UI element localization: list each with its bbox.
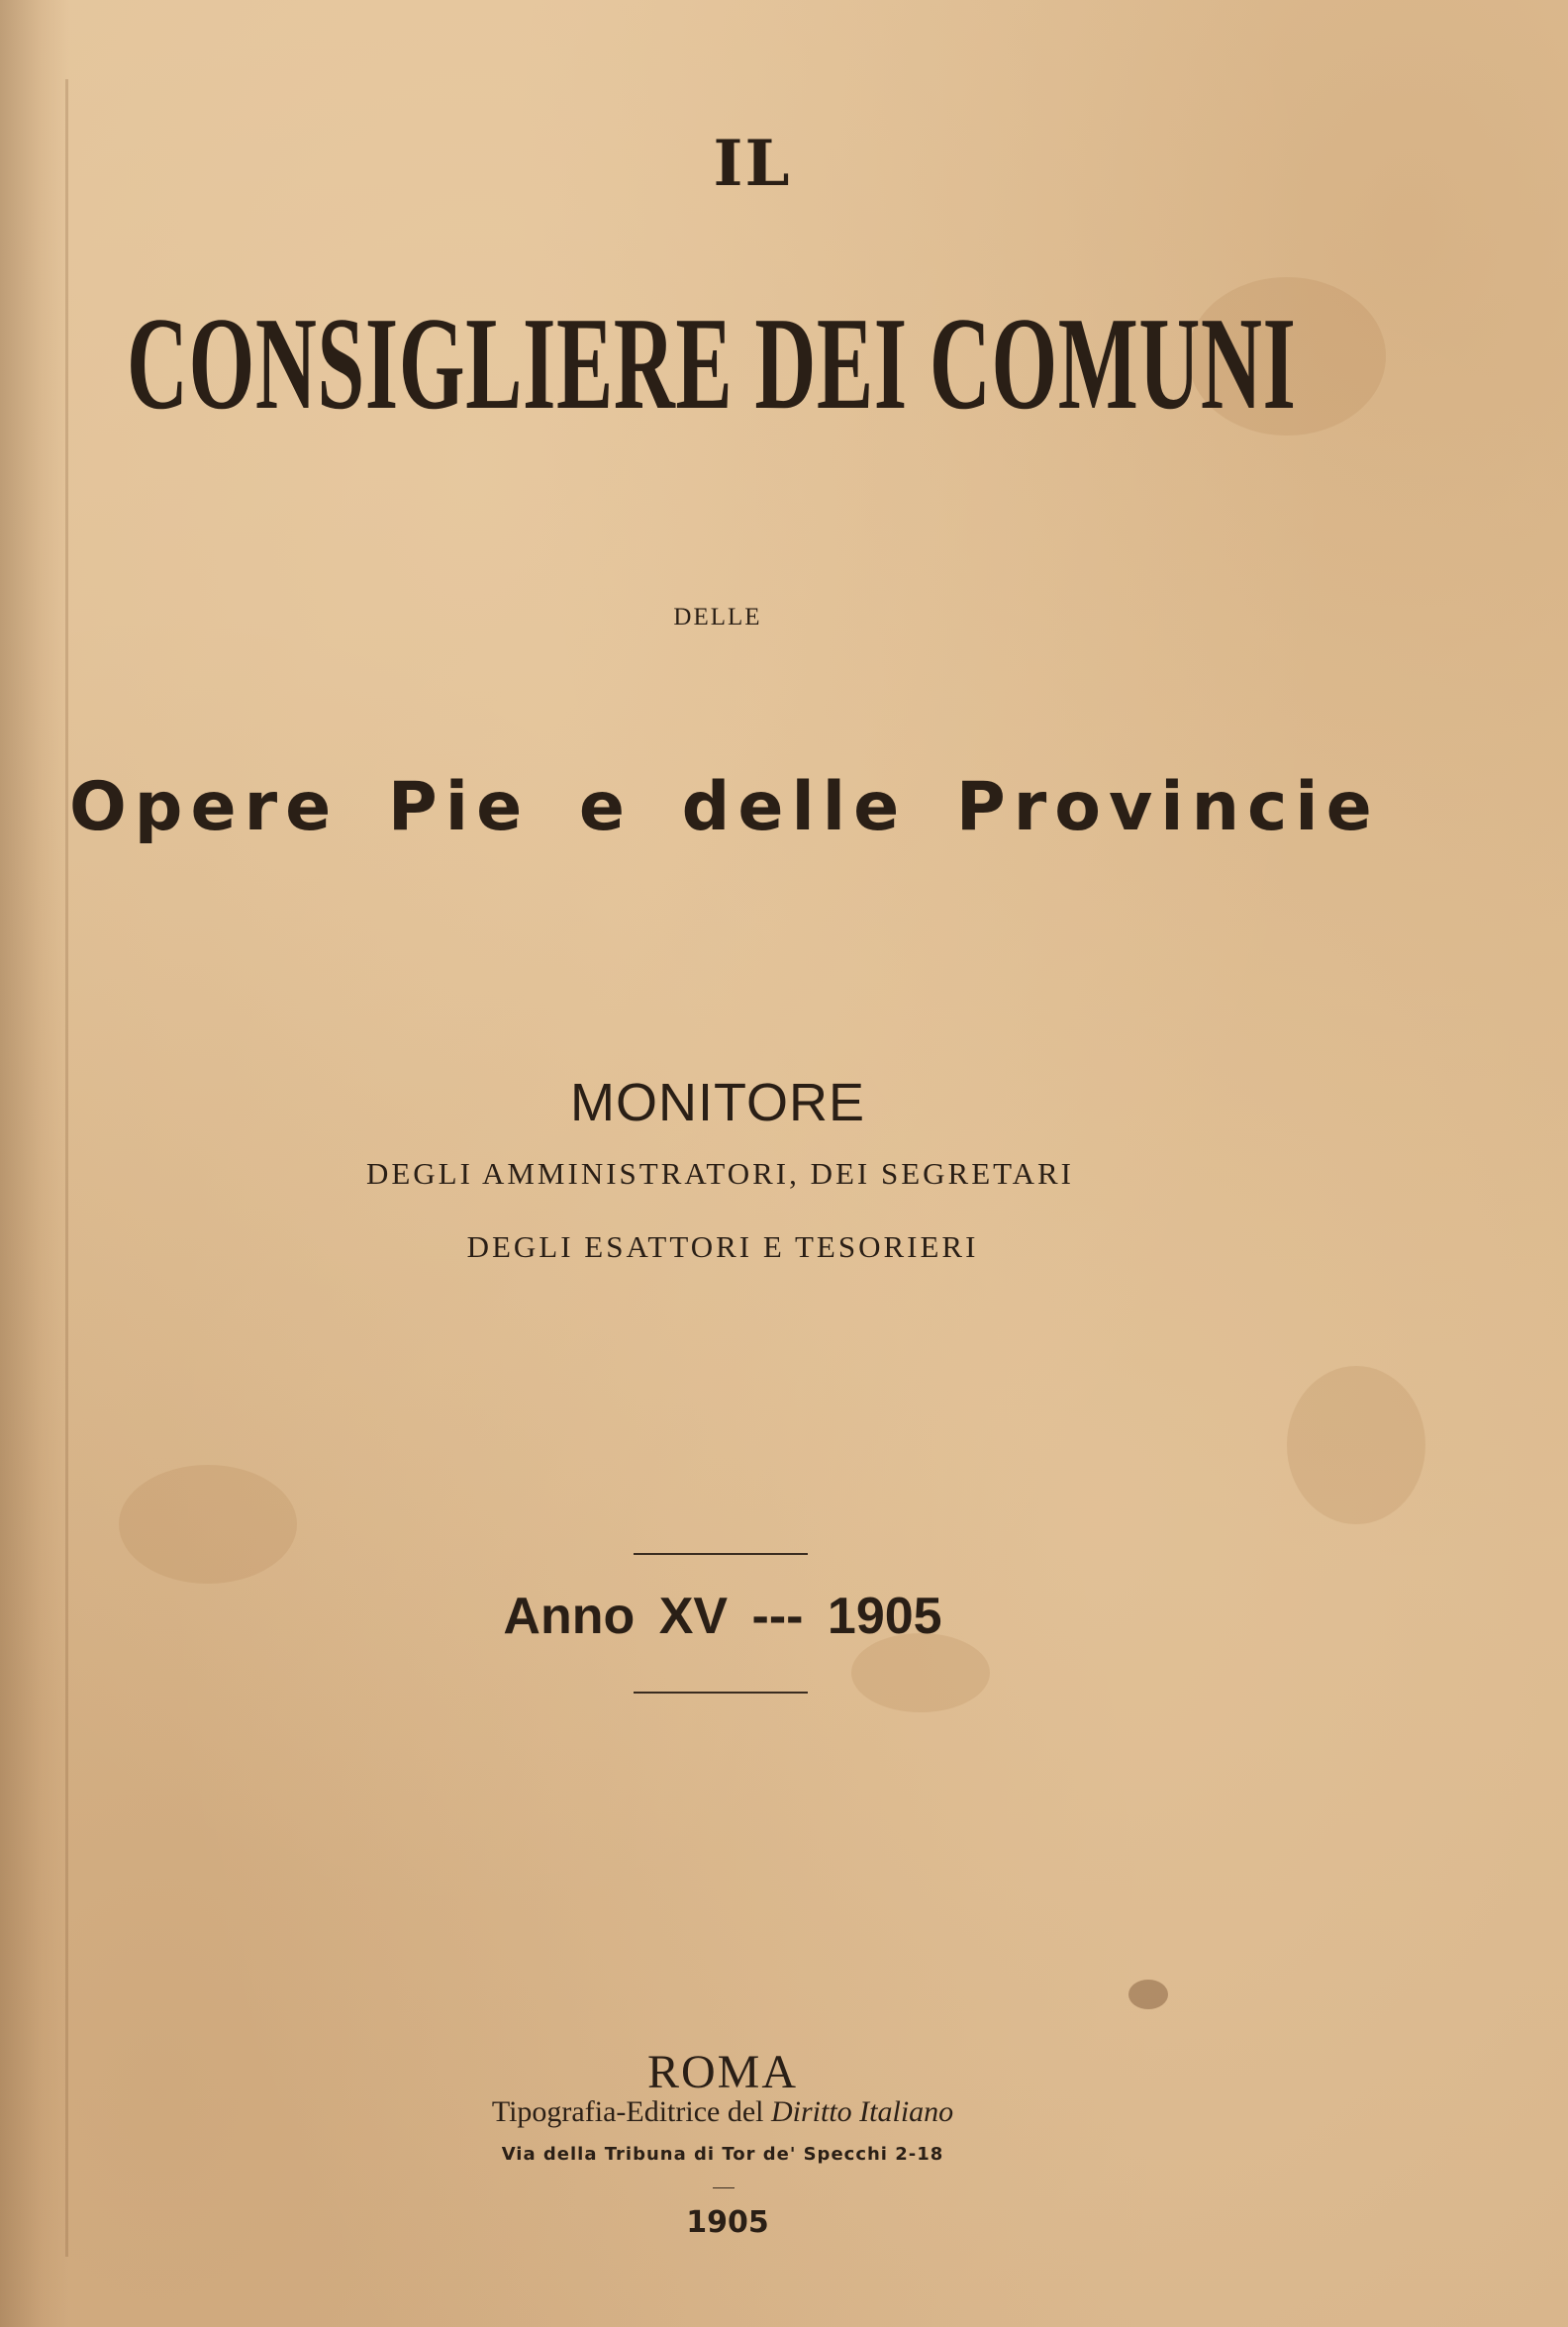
imprint-address: Via della Tribuna di Tor de' Specchi 2-18 (501, 2144, 944, 2165)
title-article: IL (713, 127, 792, 201)
monitore-heading: MONITORE (569, 1073, 865, 1132)
imprint-rule (713, 2187, 735, 2188)
imprint-publisher (416, 2095, 1029, 2129)
publisher-prefix: Tipografia-Editrice del (491, 2095, 771, 2128)
page-subtitle: Opere Pie e delle Provincie (69, 768, 1380, 846)
volume-year: Anno XV --- 1905 (503, 1588, 942, 1645)
page-title: CONSIGLIERE DEI COMUNI (127, 290, 1297, 436)
spine-shadow (0, 0, 69, 2327)
publisher-italic: Diritto Italiano (770, 2095, 954, 2128)
imprint-year: 1905 (686, 2205, 769, 2240)
title-connector: DELLE (673, 604, 762, 630)
paper-stain (1287, 1366, 1425, 1524)
audience-line-2: DEGLI ESATTORI E TESORIERI (466, 1229, 979, 1264)
audience-line-1: DEGLI AMMINISTRATORI, DEI SEGRETARI (365, 1156, 1075, 1191)
divider-rule-bottom (634, 1692, 808, 1694)
divider-rule-top (634, 1553, 808, 1555)
imprint-city: ROMA (646, 2046, 799, 2098)
page-fold (65, 79, 68, 2257)
paper-stain (1128, 1980, 1168, 2009)
paper-stain (119, 1465, 297, 1584)
